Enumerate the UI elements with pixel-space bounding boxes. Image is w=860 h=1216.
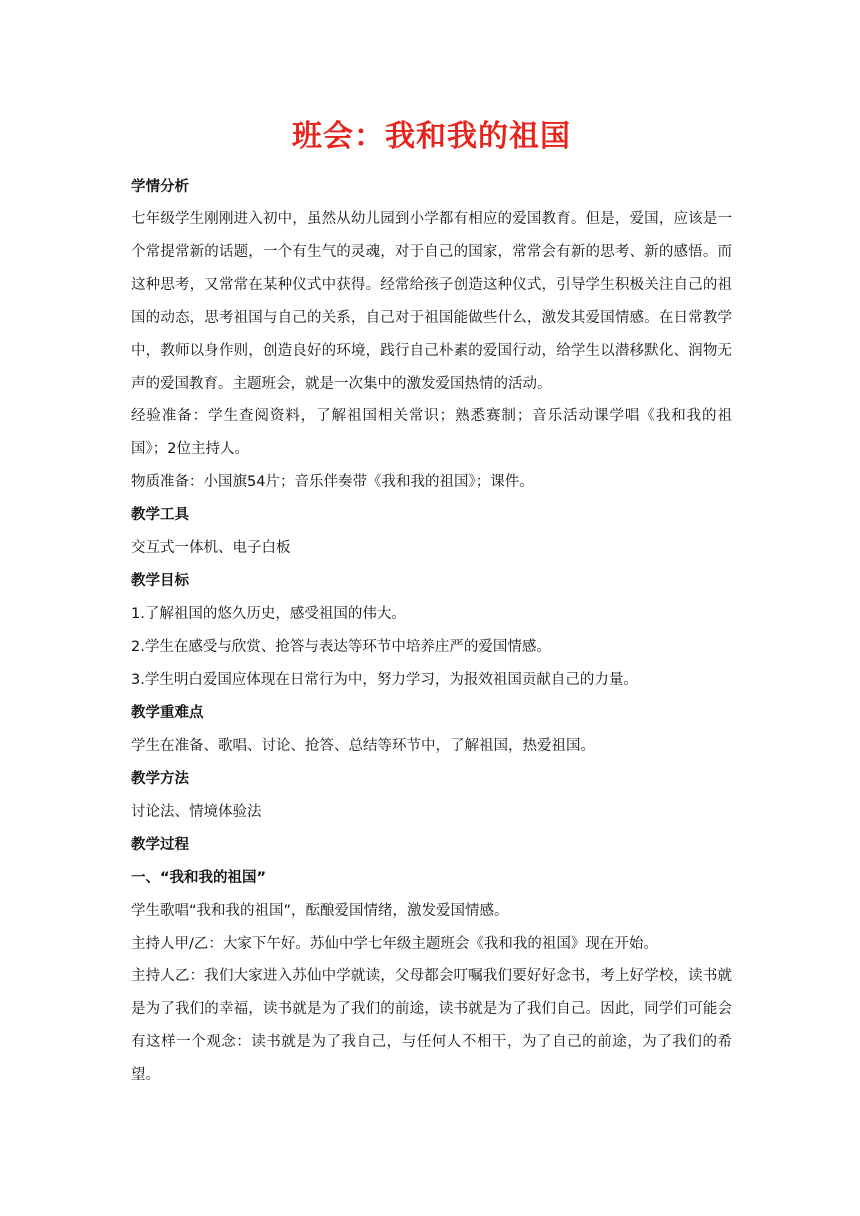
heading-teaching-process: 教学过程 — [131, 837, 189, 853]
paragraph-methods: 讨论法、情境体验法 — [131, 804, 262, 820]
paragraph-analysis: 七年级学生刚刚进入初中，虽然从幼儿园到小学都有相应的爱国教育。但是，爱国，应该是一个常提常新的话题，一个有生气的灵魂，对于自己的国家，常常会有新的思考、新的感悟。而这种思考，又常常在某种仪式中获得。经常给孩子创造这种仪式，引导学生积极关注自己的祖国的动态，思考祖国与自己的关系，自己对于祖国能做些什么，激发其爱国情感。在日常教学中，教师以身作则，创造良好的环境，践行自己朴素的爱国行动，给学生以潜移默化、润物无声的爱国教育。主题班会，就是一次集中的激发爱国热情的活动。 — [131, 211, 732, 392]
goal-item-3: 3.学生明白爱国应体现在日常行为中，努力学习，为报效祖国贡献自己的力量。 — [131, 672, 638, 688]
paragraph-experience-prep: 经验准备：学生查阅资料，了解祖国相关常识；熟悉赛制；音乐活动课学唱《我和我的祖国》；2位主持人。 — [131, 408, 732, 457]
paragraph-process-2: 主持人甲/乙：大家下午好。苏仙中学七年级主题班会《我和我的祖国》现在开始。 — [131, 936, 658, 952]
heading-key-points: 教学重难点 — [131, 705, 204, 721]
heading-teaching-tools: 教学工具 — [131, 507, 189, 523]
paragraph-tools: 交互式一体机、电子白板 — [131, 540, 291, 556]
goal-item-2: 2.学生在感受与欣赏、抢答与表达等环节中培养庄严的爱国情感。 — [131, 639, 551, 655]
paragraph-material-prep: 物质准备：小国旗54片；音乐伴奏带《我和我的祖国》；课件。 — [131, 474, 534, 490]
paragraph-process-1: 学生歌唱“我和我的祖国”，酝酿爱国情绪，激发爱国情感。 — [131, 903, 509, 919]
goal-item-1: 1.了解祖国的悠久历史，感受祖国的伟大。 — [131, 606, 406, 622]
heading-teaching-methods: 教学方法 — [131, 771, 189, 787]
heading-teaching-goals: 教学目标 — [131, 573, 189, 589]
heading-student-analysis: 学情分析 — [131, 179, 189, 195]
heading-process-section-1: 一、“我和我的祖国” — [131, 870, 267, 886]
paragraph-key-points: 学生在准备、歌唱、讨论、抢答、总结等环节中，了解祖国，热爱祖国。 — [131, 738, 595, 754]
paragraph-process-3: 主持人乙：我们大家进入苏仙中学就读，父母都会叮嘱我们要好好念书，考上好学校，读书就是为了我们的幸福，读书就是为了我们的前途，读书就是为了我们自己。因此，同学们可能会有这样一个观念：读书就是为了我自己，与任何人不相干，为了自己的前途，为了我们的希望。 — [131, 968, 732, 1083]
document-title: 班会：我和我的祖国 — [292, 119, 571, 154]
